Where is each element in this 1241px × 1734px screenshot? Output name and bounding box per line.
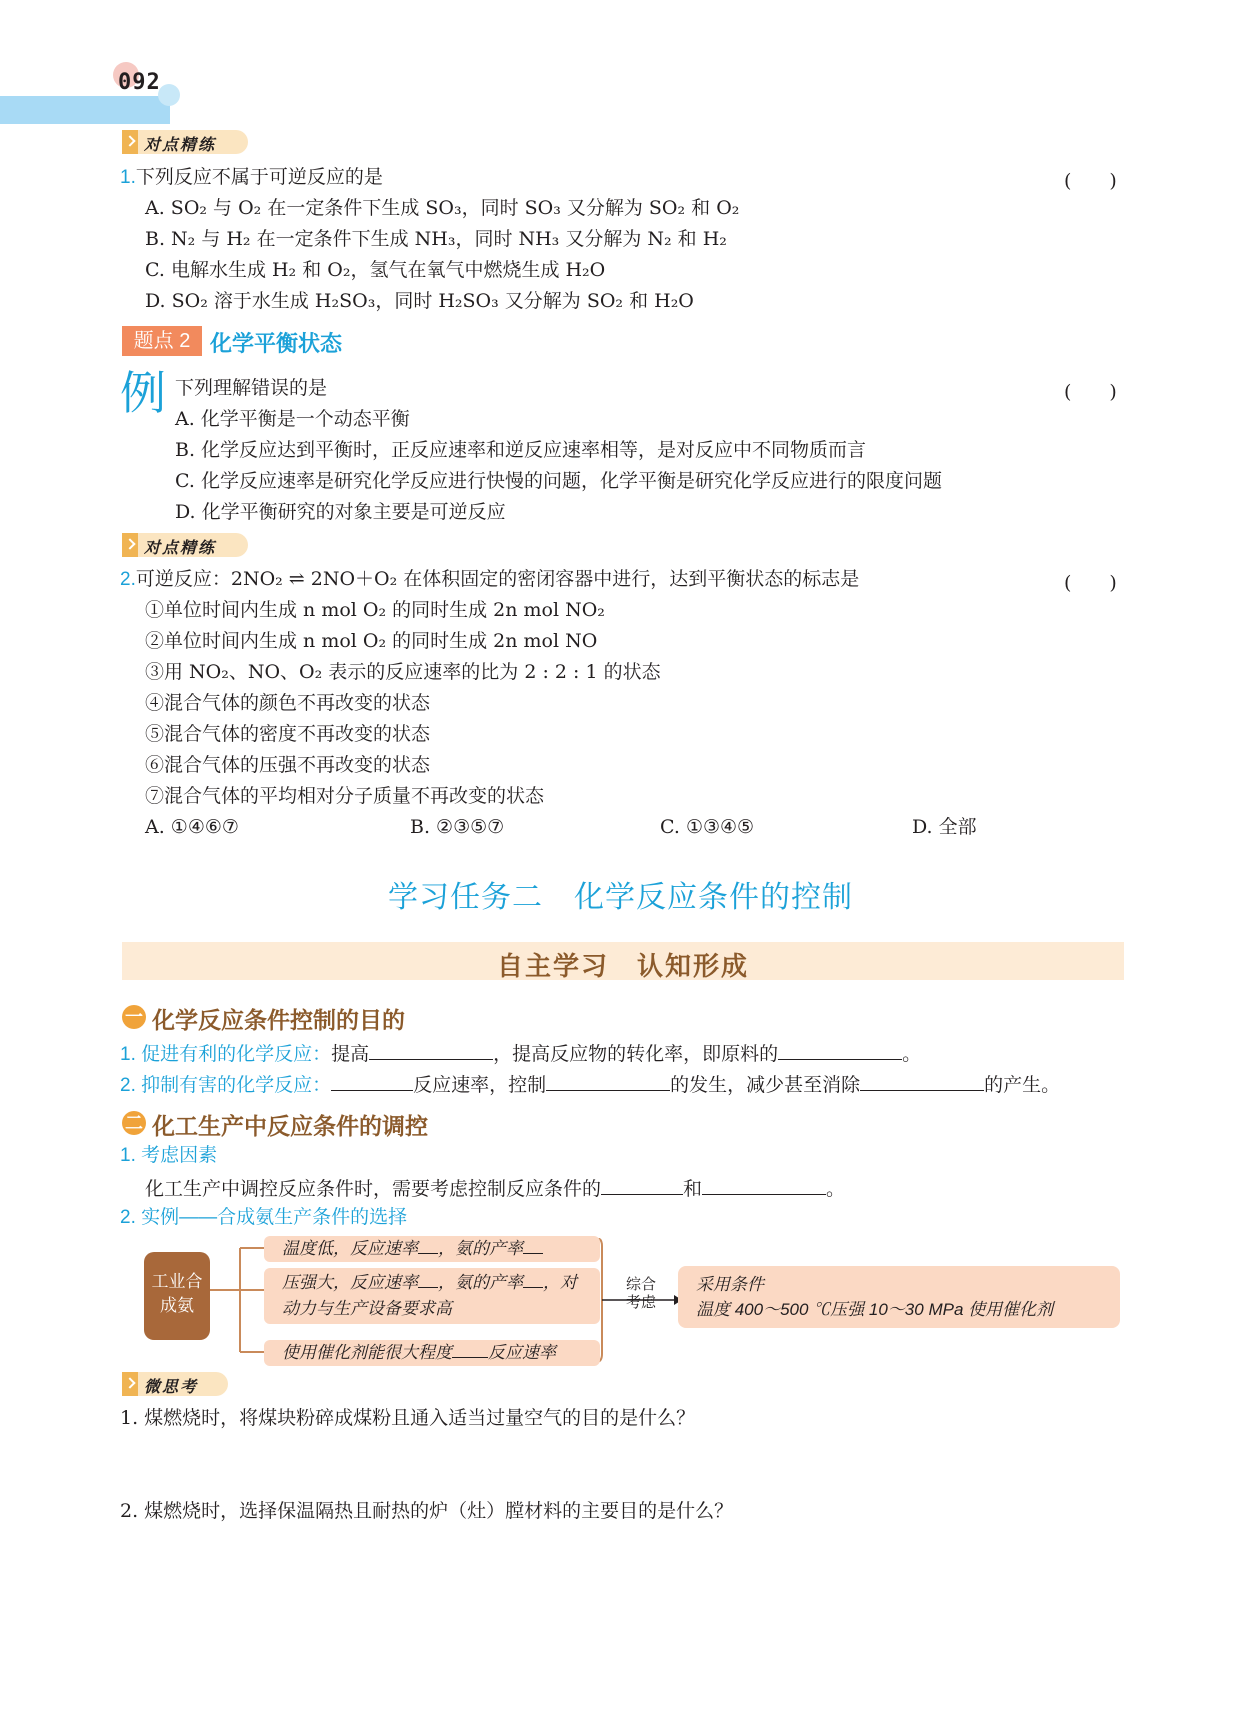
q2-stem bbox=[120, 568, 859, 591]
q2-option-b: B. ②③⑤⑦ bbox=[410, 816, 505, 838]
sec2-sub1-text bbox=[145, 1176, 845, 1200]
example-option-a: A. 化学平衡是一个动态平衡 bbox=[175, 408, 410, 430]
result-box bbox=[678, 1266, 1120, 1328]
sec1-line2 bbox=[120, 1072, 1060, 1097]
q2-option-a: A. ①④⑥⑦ bbox=[145, 816, 239, 838]
tag-marker-icon bbox=[122, 533, 138, 557]
tag-label: 微思考 bbox=[144, 1379, 199, 1396]
think-q2: 2. 煤燃烧时，选择保温隔热且耐热的炉（灶）膛材料的主要目的是什么？ bbox=[120, 1500, 734, 1522]
text: ，对 bbox=[543, 1273, 577, 1292]
task-title: 学习任务二 化学反应条件的控制 bbox=[388, 881, 853, 914]
fill-blank[interactable] bbox=[418, 1253, 438, 1254]
sec1-line1 bbox=[120, 1041, 921, 1066]
text: 使用催化剂能很大程度 bbox=[282, 1343, 452, 1362]
text: 反应速率 bbox=[488, 1343, 556, 1362]
sec1-label: 1. 促进有利的化学反应： bbox=[120, 1044, 332, 1065]
q2-option-c: C. ①③④⑤ bbox=[660, 816, 755, 838]
condition-pressure bbox=[264, 1268, 600, 1324]
q2-stem-text: 可逆反应：2NO₂ ⇌ 2NO＋O₂ 在体积固定的密闭容器中进行，达到平衡状态的标志是 bbox=[135, 568, 860, 590]
text: 压强大，反应速率 bbox=[282, 1273, 418, 1292]
sec2-sub1: 1. 考虑因素 bbox=[120, 1145, 218, 1166]
q2-option-d: D. 全部 bbox=[912, 816, 977, 838]
tag-label: 对点精练 bbox=[144, 137, 217, 154]
example-option-b: B. 化学反应达到平衡时，正反应速率和逆反应速率相等，是对反应中不同物质而言 bbox=[175, 439, 867, 461]
condition-catalyst bbox=[264, 1340, 600, 1366]
q2-item: ④混合气体的颜色不再改变的状态 bbox=[145, 692, 431, 714]
tag-marker-icon bbox=[122, 1372, 138, 1396]
q1-answer-paren: ( ) bbox=[1064, 170, 1117, 192]
q1-option-a: A. SO₂ 与 O₂ 在一定条件下生成 SO₃，同时 SO₃ 又分解为 SO₂ 和 O₂ bbox=[145, 197, 740, 219]
text: 温度 400～500 ℃压强 10～30 MPa 使用催化剂 bbox=[696, 1300, 1054, 1319]
q1-option-b: B. N₂ 与 H₂ 在一定条件下生成 NH₃，同时 NH₃ 又分解为 N₂ 和 H₂ bbox=[145, 228, 727, 250]
text: 考虑 bbox=[626, 1294, 657, 1311]
think-tag bbox=[122, 1372, 228, 1396]
fill-blank[interactable] bbox=[369, 1041, 493, 1060]
text: 提高 bbox=[331, 1043, 370, 1065]
section-band bbox=[122, 942, 1124, 980]
q2-item: ③用 NO₂、NO、O₂ 表示的反应速率的比为 2 : 2 : 1 的状态 bbox=[145, 661, 661, 683]
header-decoration bbox=[158, 84, 180, 106]
text: ，提高反应物的转化率，即原料的 bbox=[493, 1043, 779, 1065]
tag-marker-icon bbox=[122, 130, 138, 154]
text: 综合 bbox=[626, 1276, 657, 1293]
page-number: 092 bbox=[118, 70, 161, 95]
example-option-d: D. 化学平衡研究的对象主要是可逆反应 bbox=[175, 501, 506, 523]
text: 的发生，减少甚至消除 bbox=[670, 1074, 861, 1096]
text: 采用条件 bbox=[696, 1275, 764, 1294]
box-line: 工业合 bbox=[151, 1272, 203, 1291]
text: 温度低，反应速率 bbox=[282, 1239, 418, 1258]
fill-blank[interactable] bbox=[523, 1253, 543, 1254]
fill-blank[interactable] bbox=[601, 1176, 683, 1195]
q1-number: 1. bbox=[120, 167, 136, 188]
industrial-ammonia-box bbox=[144, 1252, 210, 1340]
sec1-label: 2. 抑制有害的化学反应： bbox=[120, 1075, 332, 1096]
section-title: 化学反应条件控制的目的 bbox=[152, 1007, 405, 1033]
q2-answer-paren: ( ) bbox=[1064, 572, 1117, 594]
text: 。 bbox=[902, 1043, 922, 1065]
fill-blank[interactable] bbox=[523, 1287, 543, 1288]
q2-item: ⑤混合气体的密度不再改变的状态 bbox=[145, 723, 431, 745]
example-icon: 例 bbox=[120, 367, 166, 419]
text: 反应速率，控制 bbox=[413, 1074, 547, 1096]
q1-stem bbox=[120, 166, 383, 189]
text: ，氨的产率 bbox=[438, 1239, 523, 1258]
fill-blank[interactable] bbox=[778, 1041, 902, 1060]
tag-label: 对点精练 bbox=[144, 540, 217, 557]
section-badge: 二 bbox=[122, 1111, 146, 1135]
fill-blank[interactable] bbox=[418, 1287, 438, 1288]
sec2-sub2: 2. 实例——合成氨生产条件的选择 bbox=[120, 1207, 408, 1228]
text: ，氨的产率 bbox=[438, 1273, 523, 1292]
fill-blank[interactable] bbox=[546, 1072, 670, 1091]
fill-blank[interactable] bbox=[331, 1072, 413, 1091]
example-stem: 下列理解错误的是 bbox=[175, 377, 328, 399]
q2-item: ⑦混合气体的平均相对分子质量不再改变的状态 bbox=[145, 785, 545, 807]
box-line: 成氨 bbox=[160, 1296, 194, 1315]
arrow-label bbox=[626, 1276, 656, 1312]
q2-item: ⑥混合气体的压强不再改变的状态 bbox=[145, 754, 431, 776]
q2-number: 2. bbox=[120, 569, 136, 590]
condition-temperature bbox=[264, 1236, 600, 1262]
text: 。 bbox=[826, 1178, 846, 1200]
section-badge: 一 bbox=[122, 1005, 146, 1029]
header-band bbox=[0, 96, 170, 124]
section-title: 化工生产中反应条件的调控 bbox=[152, 1113, 428, 1139]
practice-tag bbox=[122, 533, 248, 557]
fill-blank[interactable] bbox=[452, 1357, 488, 1358]
fill-blank[interactable] bbox=[860, 1072, 984, 1091]
topic-title: 化学平衡状态 bbox=[210, 331, 343, 356]
q2-item: ②单位时间内生成 n mol O₂ 的同时生成 2n mol NO bbox=[145, 630, 598, 652]
text: 动力与生产设备要求高 bbox=[282, 1299, 452, 1318]
q1-stem-text: 下列反应不属于可逆反应的是 bbox=[135, 166, 383, 188]
text: 的产生。 bbox=[984, 1074, 1061, 1096]
text: 化工生产中调控反应条件时，需要考虑控制反应条件的 bbox=[145, 1178, 602, 1200]
example-answer-paren: ( ) bbox=[1064, 381, 1117, 403]
fill-blank[interactable] bbox=[702, 1176, 826, 1195]
q1-option-c: C. 电解水生成 H₂ 和 O₂，氢气在氧气中燃烧生成 H₂O bbox=[145, 259, 606, 281]
practice-tag bbox=[122, 130, 248, 154]
band-title: 自主学习 认知形成 bbox=[496, 951, 749, 981]
think-q1: 1. 煤燃烧时，将煤块粉碎成煤粉且通入适当过量空气的目的是什么？ bbox=[120, 1407, 696, 1429]
q2-item: ①单位时间内生成 n mol O₂ 的同时生成 2n mol NO₂ bbox=[145, 599, 605, 621]
example-option-c: C. 化学反应速率是研究化学反应进行快慢的问题，化学平衡是研究化学反应进行的限度问题 bbox=[175, 470, 942, 492]
text: 和 bbox=[683, 1178, 703, 1200]
topic-label: 题点 2 bbox=[122, 326, 202, 356]
q1-option-d: D. SO₂ 溶于水生成 H₂SO₃，同时 H₂SO₃ 又分解为 SO₂ 和 H₂O bbox=[145, 290, 694, 312]
